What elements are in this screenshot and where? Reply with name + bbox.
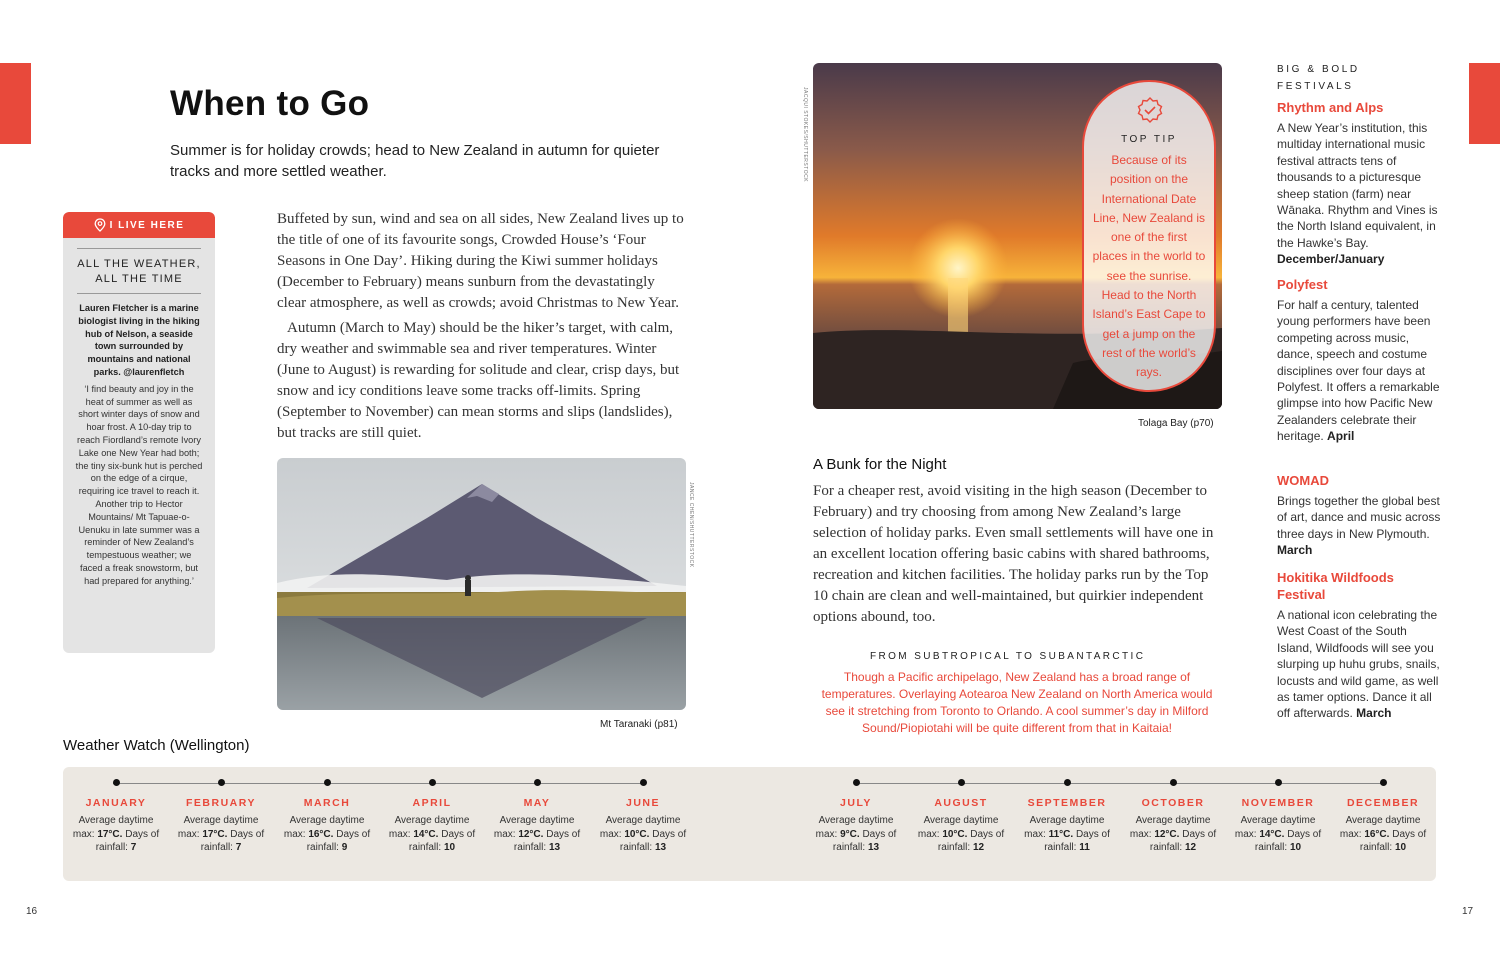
mountain-illustration	[277, 458, 686, 710]
bunk-text	[813, 481, 1223, 628]
i-live-here-box	[63, 212, 215, 653]
timeline-dot	[1275, 779, 1282, 786]
contributor-bio: Lauren Fletcher is a marine biologist living in the hiking hub of Nelson, a seaside town surrounded by mountains and national parks. @laurenfletch	[78, 303, 200, 377]
intro-paragraph: Autumn (March to May) should be the hiker’s target, with calm, dry weather and swimmable sea and river temperatures. Winter (June to August) is rewarding for solitude and clear, crisp days, but snow and icy conditions leave some tracks off-limits. Spring (September to November) can mean storms and slips (landslides), but tracks are still quiet.	[277, 320, 680, 441]
weather-month	[487, 779, 587, 855]
month-weather: Average daytime max: 9°C. Days of rainfall: 13	[815, 815, 897, 853]
left-page-tab	[0, 63, 31, 144]
timeline-dot	[534, 779, 541, 786]
month-weather: Average daytime max: 16°C. Days of rainfall: 10	[1339, 815, 1427, 853]
festivals-kicker: BIG & BOLD FESTIVALS	[1277, 64, 1360, 92]
i-live-here-header	[63, 212, 215, 238]
top-tip-box	[1082, 80, 1216, 392]
month-weather: Average daytime max: 14°C. Days of rainfall: 10	[1234, 815, 1322, 853]
festival-item	[1277, 472, 1442, 559]
festival-name: Polyfest	[1277, 277, 1328, 292]
page-number-left: 16	[26, 906, 38, 917]
weather-month	[806, 779, 906, 855]
timeline-dot	[1380, 779, 1387, 786]
divider	[77, 248, 201, 249]
weather-month	[911, 779, 1011, 855]
bunk-heading: A Bunk for the Night	[813, 456, 947, 473]
weather-month	[1017, 779, 1117, 855]
festival-item	[1277, 569, 1442, 722]
festival-item	[1277, 99, 1442, 268]
month-weather: Average daytime max: 16°C. Days of rainfall: 9	[283, 815, 371, 853]
month-name: SEPTEMBER	[1027, 797, 1107, 809]
month-name: MAY	[523, 797, 551, 809]
right-page-tab	[1469, 63, 1500, 144]
timeline-dot	[429, 779, 436, 786]
contributor-quote: ‘I find beauty and joy in the heat of summer as well as short winter days of snow and hoar frost. A 10-day trip to reach Fiordland’s remote Ivory Lake one New Year had both; the tiny six-bunk hut is perched on the edge of a cirque, requiring ice travel to reach it. Another trip to Hector Mountains/ Mt Tapuae-o-Uenuku in late summer was a reminder of New Zealand’s tempestuous weather; we faced a freak snowstorm, but had prepared for anything.’	[75, 383, 203, 586]
photo-credit: JANCE CHEN/SHUTTERSTOCK	[688, 482, 694, 568]
weather-month	[1228, 779, 1328, 855]
month-weather: Average daytime max: 12°C. Days of rainfall: 13	[493, 815, 581, 853]
subtropical-heading: FROM SUBTROPICAL TO SUBANTARCTIC	[870, 651, 1146, 662]
i-live-here-badge: I LIVE HERE	[109, 219, 185, 231]
month-name: MARCH	[303, 797, 351, 809]
weather-month	[382, 779, 482, 855]
month-name: OCTOBER	[1141, 797, 1205, 809]
top-tip-label: TOP TIP	[1121, 134, 1177, 145]
divider	[77, 293, 201, 294]
month-name: JUNE	[625, 797, 660, 809]
intro-text	[277, 209, 687, 444]
weather-month	[277, 779, 377, 855]
page-number-right: 17	[1462, 906, 1474, 917]
month-name: JANUARY	[85, 797, 147, 809]
festival-name: WOMAD	[1277, 473, 1329, 488]
photo-caption: Tolaga Bay (p70)	[1138, 418, 1214, 429]
weather-month	[593, 779, 693, 855]
weather-month	[171, 779, 271, 855]
festival-name: Rhythm and Alps	[1277, 100, 1384, 115]
month-weather: Average daytime max: 10°C. Days of rainfall: 13	[599, 815, 687, 853]
festival-text: A national icon celebrating the West Coast of the South Island, Wildfoods will see you slurping up huhu grubs, snails, locusts and wild game, as well as tamer options. Dance it all off afterwards. March	[1277, 608, 1440, 721]
month-name: AUGUST	[934, 797, 988, 809]
weather-title: Weather Watch (Wellington)	[63, 737, 250, 754]
weather-month	[66, 779, 166, 855]
page-title: When to Go	[170, 84, 370, 123]
timeline-dot	[324, 779, 331, 786]
bunk-paragraph: For a cheaper rest, avoid visiting in the high season (December to February) and try choosing from among New Zealand’s large selection of holiday parks. Even small settlements will have one in an excellent location offering basic cabins with shared bathrooms, recreation and kitchen facilities. The holiday parks run by the Top 10 chain are clean and well-maintained, but quirkier independent options abound, too.	[813, 483, 1214, 625]
festival-text: For half a century, talented young performers have been competing across music, dance, speech and costume disciplines over four days at Polyfest. It offers a remarkable glimpse into how Pacific New Zealanders celebrate their heritage. April	[1277, 298, 1440, 444]
weather-timeline	[63, 767, 1436, 881]
month-weather: Average daytime max: 17°C. Days of rainfall: 7	[177, 815, 265, 853]
month-name: APRIL	[412, 797, 452, 809]
badge-check-icon	[1136, 96, 1164, 124]
weather-month	[1333, 779, 1433, 855]
month-name: FEBRUARY	[186, 797, 256, 809]
timeline-dot	[218, 779, 225, 786]
month-weather: Average daytime max: 17°C. Days of rainfall: 7	[72, 815, 160, 853]
photo-credit: JACQUI STOKES/SHUTTERSTOCK	[802, 87, 808, 183]
month-weather: Average daytime max: 12°C. Days of rainfall: 12	[1129, 815, 1217, 853]
location-pin-icon	[94, 218, 106, 232]
subtropical-text: Though a Pacific archipelago, New Zealand has a broad range of temperatures. Overlaying Aotearoa New Zealand on North America would see it stretching from Toronto to Orlando. A cool summer’s day in Milford Sound/Piopiotahi will be quite different from that in Kaitaia!	[821, 670, 1213, 735]
festival-item	[1277, 276, 1442, 445]
timeline-dot	[640, 779, 647, 786]
timeline-dot	[1170, 779, 1177, 786]
standfirst: Summer is for holiday crowds; head to New Zealand in autumn for quieter tracks and more settled weather.	[170, 142, 660, 180]
timeline-dot	[853, 779, 860, 786]
month-name: DECEMBER	[1346, 797, 1420, 809]
month-name: JULY	[840, 797, 872, 809]
festival-text: Brings together the global best of art, dance and music across three days in New Plymouth. March	[1277, 494, 1441, 558]
photo-caption: Mt Taranaki (p81)	[600, 719, 678, 730]
top-tip-text: Because of its position on the International Date Line, New Zealand is one of the first places in the world to see the sunrise. Head to the North Island’s East Cape to get a jump on the rest of the world’s rays.	[1092, 153, 1206, 380]
mt-taranaki-photo	[277, 458, 686, 710]
month-weather: Average daytime max: 14°C. Days of rainfall: 10	[388, 815, 476, 853]
timeline-dot	[113, 779, 120, 786]
i-live-here-heading: ALL THE WEATHER, ALL THE TIME	[77, 258, 201, 285]
intro-paragraph: Buffeted by sun, wind and sea on all sides, New Zealand lives up to the title of one of its favourite songs, Crowded House’s ‘Four Seasons in One Day’. Hiking during the Kiwi summer holidays (December to February) means sunburn from the devastatingly clear atmosphere, as well as crowds; avoid Christmas to New Year.	[277, 211, 684, 311]
month-weather: Average daytime max: 11°C. Days of rainfall: 11	[1024, 815, 1110, 853]
timeline-dot	[1064, 779, 1071, 786]
weather-month	[1123, 779, 1223, 855]
month-name: NOVEMBER	[1241, 797, 1315, 809]
festival-name: Hokitika Wildfoods Festival	[1277, 570, 1394, 602]
month-weather: Average daytime max: 10°C. Days of rainfall: 12	[917, 815, 1005, 853]
timeline-dot	[958, 779, 965, 786]
festival-text: A New Year’s institution, this multiday international music festival attracts tens of thousands to a picturesque sheep station (farm) near Wānaka. Rhythm and Vines is the North Island equivalent, in the Hawke’s Bay. December/January	[1277, 121, 1438, 267]
